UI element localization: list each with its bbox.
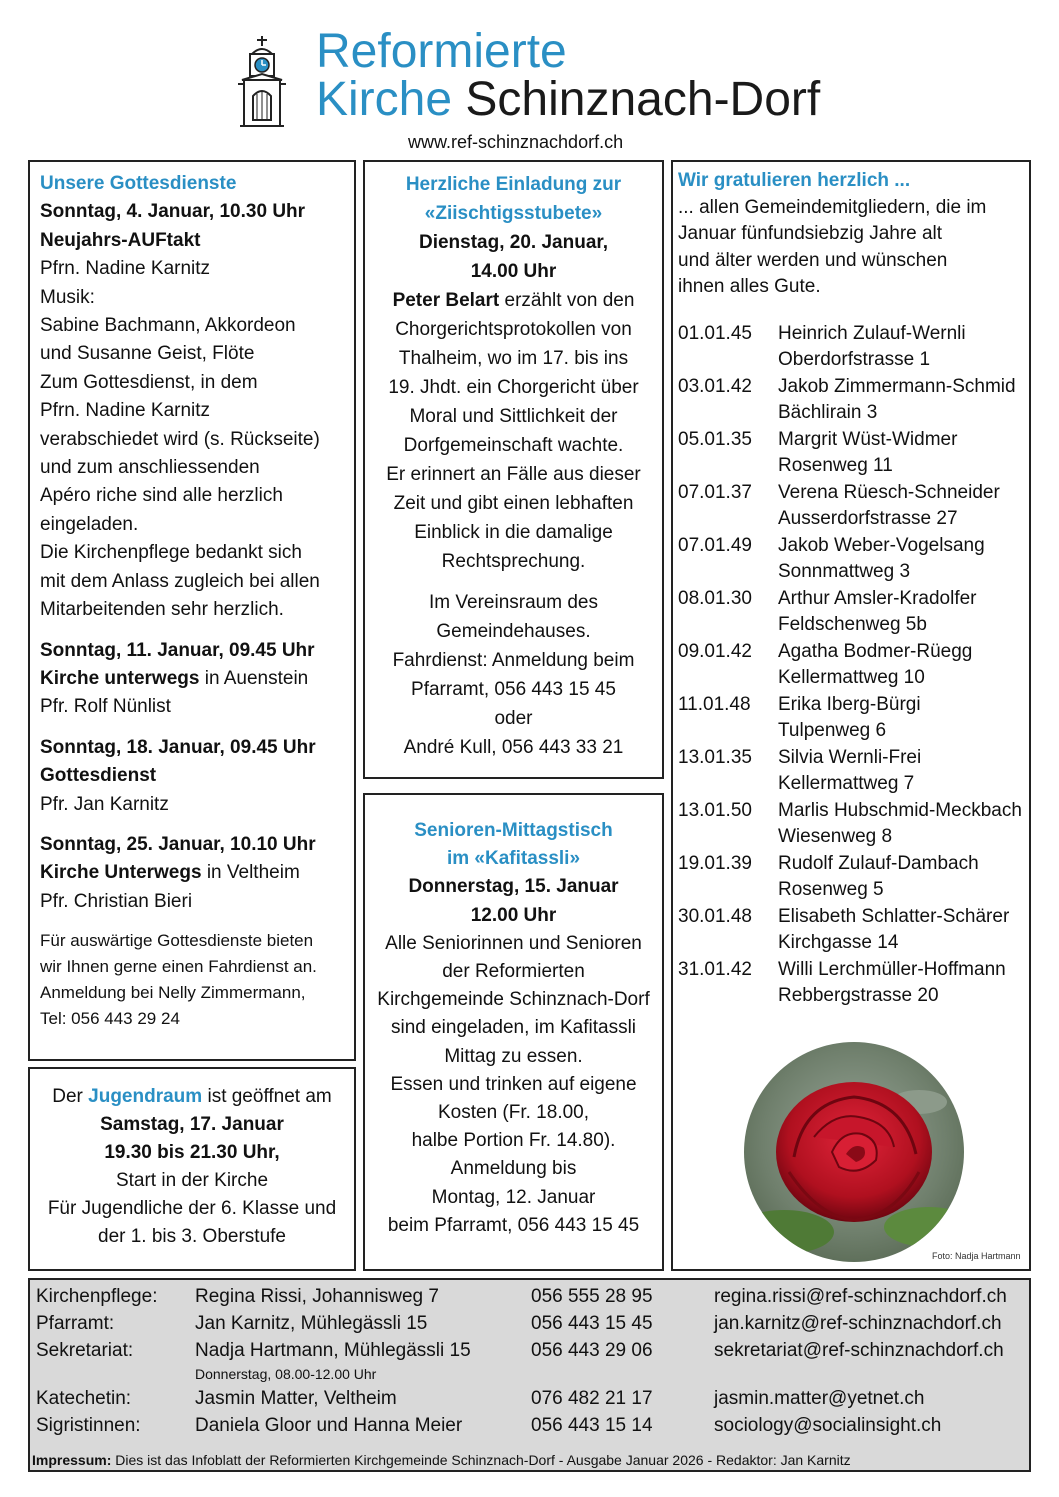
birthday-street: Wiesenweg 8 (778, 826, 893, 847)
invite-box (363, 160, 664, 779)
birthday-street: Ausserdorfstrasse 27 (778, 508, 958, 529)
invite-venue (373, 588, 654, 762)
contact-name: Nadja Hartmann, Mühlegässli 15 (195, 1340, 471, 1361)
birthday-entry (678, 586, 1024, 613)
contact-phone[interactable]: 056 443 15 14 (531, 1415, 653, 1436)
invite-venue-line: Im Vereinsraum des (429, 592, 598, 613)
service-2-pastor: Pfr. Rolf Nünlist (40, 696, 171, 718)
contact-phone[interactable]: 076 482 21 17 (531, 1388, 653, 1409)
invite-heading-2: «Ziischtigsstubete» (424, 203, 603, 224)
birthday-name: Arthur Amsler-Kradolfer (778, 587, 977, 609)
birthdays-intro-line: Januar fünfundsiebzig Jahre alt (678, 223, 943, 244)
contact-name: Jasmin Matter, Veltheim (195, 1388, 397, 1409)
birthday-name: Jakob Weber-Vogelsang (778, 534, 985, 556)
photo-credit: Foto: Nadja Hartmann (932, 1251, 1021, 1261)
invite-desc-line: Moral und Sittlichkeit der (409, 406, 618, 427)
invite-desc-line: Einblick in die damalige (414, 522, 613, 543)
lunch-line: Anmeldung bis (450, 1158, 577, 1180)
birthdays-intro-line: ... allen Gemeindemitgliedern, die im (678, 196, 987, 218)
lunch-line: beim Pfarramt, 056 443 15 45 (387, 1214, 640, 1236)
contact-role: Katechetin: (36, 1388, 132, 1409)
lunch-line: Montag, 12. Januar (431, 1186, 596, 1208)
lunch-line: sind eingeladen, im Kafitassli (390, 1017, 637, 1039)
birthday-street: Oberdorfstrasse 1 (778, 349, 931, 370)
birthday-street: Rosenweg 5 (778, 879, 884, 900)
transport-line: Anmeldung bei Nelly Zimmermann, (40, 983, 306, 1003)
birthday-name: Willi Lerchmüller-Hoffmann (778, 958, 1006, 980)
invite-heading-1: Herzliche Einladung zur (405, 174, 622, 195)
service-1-line: verabschiedet wird (s. Rückseite) (40, 428, 320, 450)
service-1-line: Pfrn. Nadine Karnitz (40, 258, 211, 280)
invite-description (373, 315, 654, 576)
transport-line: Für auswärtige Gottesdienste bieten (40, 931, 314, 951)
contact-role: Kirchenpflege: (36, 1286, 158, 1307)
birthday-name: Erika Iberg-Bürgi (778, 693, 921, 715)
birthday-entry (678, 957, 1024, 984)
invite-venue-line: Gemeindehauses. (436, 621, 591, 642)
lunch-time: 12.00 Uhr (470, 904, 557, 926)
birthday-street: Tulpenweg 6 (778, 720, 887, 741)
service-4-title: Kirche Unterwegs (40, 862, 202, 884)
lunch-heading-2: im «Kafitassli» (446, 848, 581, 870)
youth-highlight: Jugendraum (88, 1086, 203, 1107)
service-1-line: Zum Gottesdienst, in dem (40, 371, 258, 393)
birthday-date: 13.01.50 (678, 799, 752, 821)
service-4-date: Sonntag, 25. Januar, 10.10 Uhr (40, 833, 316, 855)
birthday-entry (678, 904, 1024, 931)
contact-phone[interactable]: 056 443 15 45 (531, 1313, 653, 1334)
title-line1: Reformierte (316, 25, 567, 78)
service-2-date: Sonntag, 11. Januar, 09.45 Uhr (40, 639, 315, 661)
birthdays-intro-line: ihnen alles Gute. (678, 276, 821, 297)
birthdays-intro-line: und älter werden und wünschen (678, 249, 948, 271)
lunch-heading-1: Senioren-Mittagstisch (414, 820, 613, 841)
invite-venue-line: oder (494, 708, 533, 729)
impressum-text: Dies ist das Infoblatt der Reformierten Kirchgemeinde Schinznach-Dorf - Ausgabe Januar 2026 - Redaktor: Jan Karnitz (115, 1452, 851, 1468)
service-3-pastor: Pfr. Jan Karnitz (40, 793, 169, 815)
invite-desc-line: Rechtsprechung. (441, 551, 586, 572)
lunch-date: Donnerstag, 15. Januar (408, 876, 619, 898)
service-4-place: in Veltheim (201, 862, 300, 884)
lunch-line: Essen und trinken auf eigene (390, 1073, 637, 1095)
birthday-date: 31.01.42 (678, 958, 752, 980)
birthday-date: 07.01.49 (678, 534, 752, 556)
office-hours: Donnerstag, 08.00-12.00 Uhr (195, 1366, 377, 1382)
contact-name: Regina Rissi, Johannisweg 7 (195, 1286, 439, 1307)
contact-name: Jan Karnitz, Mühlegässli 15 (195, 1313, 428, 1334)
lunch-description (371, 930, 656, 1240)
lunch-line: halbe Portion Fr. 14.80). (411, 1130, 616, 1152)
birthday-date: 07.01.37 (678, 481, 752, 503)
service-2-title: Kirche unterwegs (40, 667, 200, 689)
service-1-line: Mitarbeitenden sehr herzlich. (40, 599, 284, 621)
invite-desc-line: 19. Jhdt. ein Chorgericht über (388, 377, 639, 398)
birthday-street: Rosenweg 11 (778, 455, 893, 476)
contact-email[interactable]: sekretariat@ref-schinznachdorf.ch (714, 1340, 1004, 1361)
youth-time: 19.30 bis 21.30 Uhr, (104, 1142, 280, 1163)
youth-audience-2: der 1. bis 3. Oberstufe (98, 1226, 286, 1247)
invite-venue-line: André Kull, 056 443 33 21 (403, 737, 624, 758)
youth-date: Samstag, 17. Januar (100, 1114, 284, 1135)
service-2-place: in Auenstein (199, 667, 309, 689)
contact-name: Daniela Gloor und Hanna Meier (195, 1415, 463, 1436)
rose-photo (744, 1042, 964, 1262)
service-1-line: Sabine Bachmann, Akkordeon (40, 315, 296, 337)
birthday-entry (678, 374, 1024, 401)
service-1-line: und Susanne Geist, Flöte (40, 343, 255, 365)
birthday-name: Agatha Bodmer-Rüegg (778, 640, 973, 662)
contact-email[interactable]: sociology@socialinsight.ch (714, 1415, 942, 1436)
services-heading: Unsere Gottesdienste (40, 173, 237, 194)
lunch-box (363, 793, 664, 1271)
birthday-street: Kirchgasse 14 (778, 932, 899, 953)
birthday-name: Silvia Wernli-Frei (778, 746, 922, 768)
lunch-line: Kosten (Fr. 18.00, (437, 1102, 590, 1124)
invite-desc-line: Dorfgemeinschaft wachte. (403, 435, 624, 456)
birthday-date: 03.01.42 (678, 375, 752, 397)
service-4-pastor: Pfr. Christian Bieri (40, 890, 193, 912)
birthday-entry (678, 851, 1024, 878)
website-link[interactable]: www.ref-schinznachdorf.ch (408, 132, 624, 152)
youth-box (28, 1067, 356, 1271)
birthdays-heading: Wir gratulieren herzlich ... (678, 170, 911, 191)
birthday-date: 01.01.45 (678, 322, 752, 344)
service-1-line: mit dem Anlass zugleich bei allen (40, 570, 320, 592)
service-3-date: Sonntag, 18. Januar, 09.45 Uhr (40, 736, 316, 758)
youth-audience-1: Für Jugendliche der 6. Klasse und (47, 1198, 337, 1219)
birthday-name: Rudolf Zulauf-Dambach (778, 852, 979, 874)
invite-desc-line: Er erinnert an Fälle aus dieser (386, 464, 641, 485)
birthday-street: Sonnmattweg 3 (778, 561, 911, 582)
contact-email[interactable]: jan.karnitz@ref-schinznachdorf.ch (714, 1313, 1002, 1334)
service-3-title: Gottesdienst (40, 765, 157, 787)
service-1-line: und zum anschliessenden (40, 457, 260, 479)
birthday-name: Verena Rüesch-Schneider (778, 481, 1000, 503)
contact-footer (28, 1278, 1031, 1472)
invite-desc-line: Zeit und gibt einen lebhaften (393, 493, 634, 514)
service-1-title: Neujahrs-AUFtakt (40, 229, 201, 251)
birthday-date: 30.01.48 (678, 905, 752, 927)
invite-venue-line: Pfarramt, 056 443 15 45 (411, 679, 616, 700)
impressum (32, 1452, 851, 1468)
title-kirche: Kirche (316, 73, 453, 126)
birthday-name: Elisabeth Schlatter-Schärer (778, 905, 1010, 927)
lunch-line: der Reformierten (442, 961, 585, 983)
birthday-entry (678, 480, 1024, 507)
birthday-name: Heinrich Zulauf-Wernli (778, 322, 966, 344)
transport-line: Tel: 056 443 29 24 (40, 1009, 180, 1029)
service-1-line: Pfrn. Nadine Karnitz (40, 400, 211, 422)
birthday-date: 19.01.39 (678, 852, 752, 874)
invite-desc-start: erzählt von den (499, 290, 635, 311)
birthday-date: 11.01.48 (678, 693, 751, 715)
youth-post: ist geöffnet am (202, 1086, 332, 1107)
service-1-details (40, 255, 344, 624)
birthday-street: Bächlirain 3 (778, 402, 878, 423)
transport-note (40, 928, 344, 1032)
birthday-entry (678, 745, 1024, 772)
invite-date: Dienstag, 20. Januar, (418, 232, 609, 253)
youth-start: Start in der Kirche (115, 1170, 269, 1191)
birthday-date: 05.01.35 (678, 428, 752, 450)
invite-venue-line: Fahrdienst: Anmeldung beim (392, 650, 635, 671)
contact-phone[interactable]: 056 443 29 06 (531, 1340, 653, 1361)
birthday-street: Kellermattweg 10 (778, 667, 925, 688)
birthday-date: 08.01.30 (678, 587, 752, 609)
service-1-line: Die Kirchenpflege bedankt sich (40, 542, 302, 564)
invite-time: 14.00 Uhr (470, 261, 557, 282)
service-1-line: Apéro riche sind alle herzlich (40, 485, 283, 507)
service-1-line: Musik: (40, 286, 95, 308)
birthday-list (678, 321, 1024, 1010)
birthday-name: Marlis Hubschmid-Meckbach (778, 799, 1022, 821)
contact-role: Sekretariat: (36, 1340, 134, 1361)
title-place: Schinznach-Dorf (465, 73, 821, 126)
contact-role: Sigristinnen: (36, 1415, 141, 1436)
church-logo-icon (238, 36, 300, 133)
birthday-entry (678, 639, 1024, 666)
birthday-date: 09.01.42 (678, 640, 752, 662)
birthday-street: Feldschenweg 5b (778, 614, 927, 635)
birthday-entry (678, 427, 1024, 454)
lunch-line: Mittag zu essen. (444, 1045, 583, 1067)
service-1-date: Sonntag, 4. Januar, 10.30 Uhr (40, 201, 306, 223)
services-box (28, 160, 356, 1061)
contact-email[interactable]: regina.rissi@ref-schinznachdorf.ch (714, 1286, 1007, 1307)
birthday-street: Kellermattweg 7 (778, 773, 915, 794)
contact-phone[interactable]: 056 555 28 95 (531, 1286, 653, 1307)
birthday-entry (678, 798, 1024, 825)
birthday-date: 13.01.35 (678, 746, 752, 768)
lunch-line: Kirchgemeinde Schinznach-Dorf (377, 989, 650, 1011)
birthday-entry (678, 533, 1024, 560)
birthday-street: Rebbergstrasse 20 (778, 985, 939, 1006)
birthday-name: Jakob Zimmermann-Schmid (778, 375, 1016, 397)
invite-speaker: Peter Belart (392, 290, 500, 311)
transport-line: wir Ihnen gerne einen Fahrdienst an. (40, 957, 317, 977)
birthday-entry (678, 692, 1024, 719)
birthday-entry (678, 321, 1024, 348)
youth-pre: Der (52, 1086, 89, 1107)
contact-role: Pfarramt: (36, 1313, 115, 1334)
invite-desc-line: Thalheim, wo im 17. bis ins (398, 348, 629, 369)
impressum-label: Impressum: (32, 1452, 112, 1468)
contact-email[interactable]: jasmin.matter@yetnet.ch (714, 1388, 925, 1409)
lunch-line: Alle Seniorinnen und Senioren (385, 932, 642, 954)
page-title (316, 25, 821, 126)
invite-desc-line: Chorgerichtsprotokollen von (395, 319, 632, 340)
birthday-name: Margrit Wüst-Widmer (778, 428, 958, 450)
service-1-line: eingeladen. (40, 513, 139, 535)
birthdays-intro (678, 195, 1024, 301)
